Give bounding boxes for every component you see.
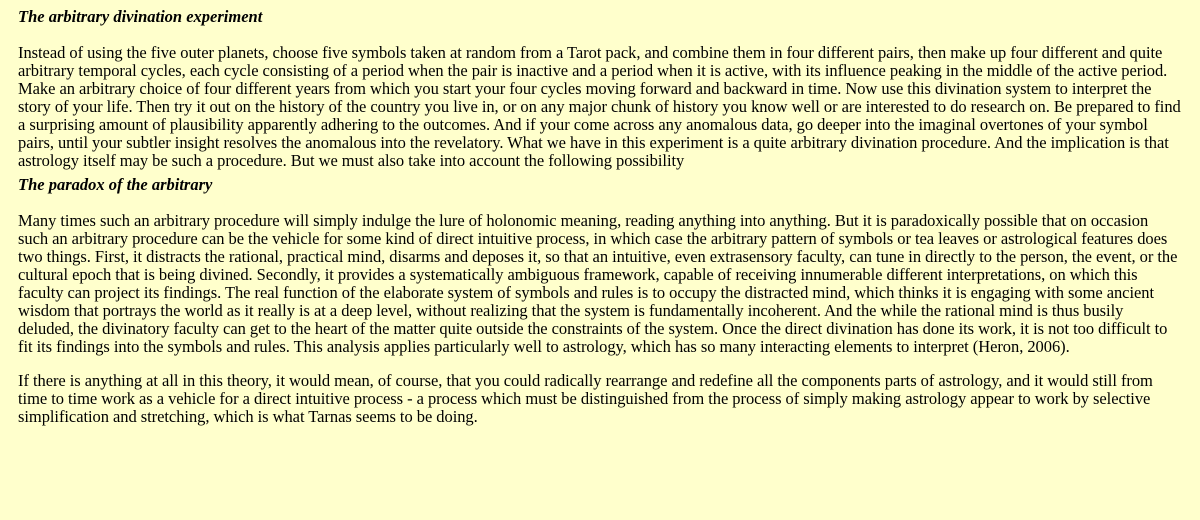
paragraph-paradox-2: If there is anything at all in this theory, it would mean, of course, that you could radically rearrange and redefine all the components parts of astrology, and it would still from time to time work as a vehicle for a direct intuitive process - a process which must be distinguished from the process of simply making astrology appear to work by selective simplification and stretching, which is what Tarnas seems to be doing.	[18, 371, 1153, 426]
section-heading-paradox: The paradox of the arbitrary	[18, 175, 213, 194]
section-heading-arbitrary-divination: The arbitrary divination experiment	[18, 7, 263, 26]
paragraph-paradox-1: Many times such an arbitrary procedure will simply indulge the lure of holonomic meaning, reading anything into anything. But it is paradoxically possible that on occasion such an arbitrary procedure can be the vehicle for some kind of direct intuitive process, in which case the arbitrary pattern of symbols or tea leaves or astrological features does two things. First, it distracts the rational, practical mind, disarms and deposes it, so that an intuitive, even extrasensory faculty, can tune in directly to the person, the event, or the cultural epoch that is being divined. Secondly, it provides a systematically ambiguous framework, capable of receiving innumerable different interpretations, on which this faculty can project its findings. The real function of the elaborate system of symbols and rules is to occupy the distracted mind, which thinks it is engaging with some ancient wisdom that portrays the world as it really is at a deep level, without realizing that the system is fundamentally incoherent. And the while the rational mind is thus busily deluded, the divinatory faculty can get to the heart of the matter quite outside the constraints of the system. Once the direct divination has done its work, it is not too difficult to fit its findings into the symbols and rules. This analysis applies particularly well to astrology, which has so many interacting elements to interpret (Heron, 2006).	[18, 211, 1178, 356]
paragraph-arbitrary-divination: Instead of using the five outer planets, choose five symbols taken at random from a Tarot pack, and combine them in four different pairs, then make up four different and quite arbitrary temporal cycles, each cycle consisting of a period when the pair is inactive and a period when it is active, with its influence peaking in the middle of the active period. Make an arbitrary choice of four different years from which you start your four cycles moving forward and backward in time. Now use this divination system to interpret the story of your life. Then try it out on the history of the country you live in, or on any major chunk of history you know well or are interested to do research on. Be prepared to find a surprising amount of plausibility apparently adhering to the outcomes. And if your come across any anomalous data, go deeper into the imaginal overtones of your symbol pairs, until your subtler insight resolves the anomalous into the revelatory. What we have in this experiment is a quite arbitrary divination procedure. And the implication is that astrology itself may be such a procedure. But we must also take into account the following possibility	[18, 43, 1181, 170]
